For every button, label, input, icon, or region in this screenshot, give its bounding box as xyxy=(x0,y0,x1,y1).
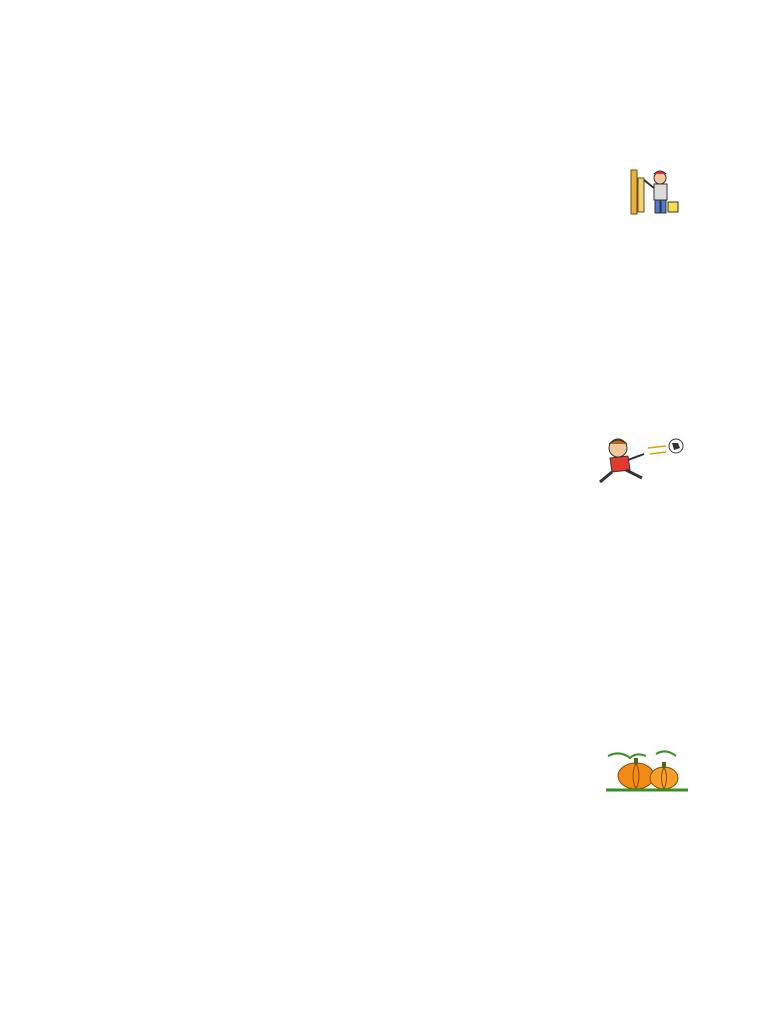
football-player-icon xyxy=(592,434,688,486)
painter-icon xyxy=(630,168,682,218)
pumpkin-icon xyxy=(606,748,688,792)
